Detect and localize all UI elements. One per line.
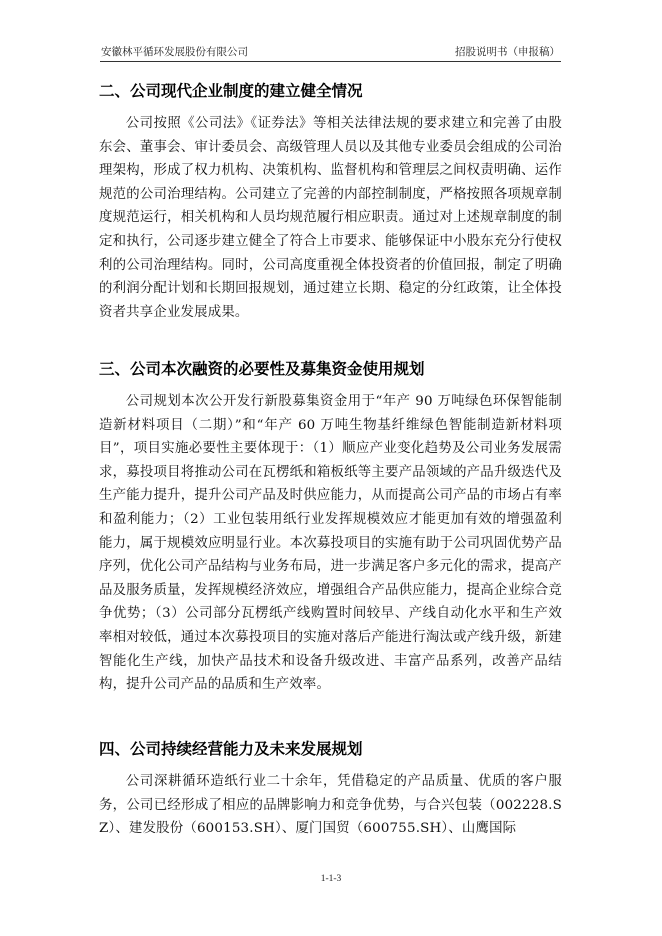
page-number: 1-1-3	[320, 874, 342, 884]
section-heading: 四、公司持续经营能力及未来发展规划	[99, 740, 363, 758]
section-heading: 三、公司本次融资的必要性及募集资金使用规划	[99, 360, 425, 378]
section-paragraph: 公司深耕循环造纸行业二十余年，凭借稳定的产品质量、优质的客户服务，公司已经形成了相应的品牌影响力和竞争优势，与合兴包装（002228.SZ）、建发股份（600153.SH）、厦门国贸（600755.SH）、山鹰国际	[99, 774, 562, 837]
section-financing-necessity	[99, 358, 562, 697]
header-divider	[100, 61, 561, 62]
header-document-type: 招股说明书（申报稿）	[455, 46, 560, 58]
section-corporate-governance	[99, 80, 562, 324]
header-company-name: 安徽林平循环发展股份有限公司	[101, 46, 248, 58]
section-paragraph: 公司按照《公司法》《证券法》等相关法律法规的要求建立和完善了由股东会、董事会、审计委员会、高级管理人员以及其他专业委员会组成的公司治理架构，形成了权力机构、决策机构、监督机构和管理层之间权责明确、运作规范的公司治理结构。公司建立了完善的内部控制制度，严格按照各项规章制度规范运行，相关机构和人员均规范履行相应职责。通过对上述规章制度的制定和执行，公司逐步建立健全了符合上市要求、能够保证中小股东充分行使权利的公司治理结构。同时，公司高度重视全体投资者的价值回报，制定了明确的利润分配计划和长期回报规划，通过建立长期、稳定的分红政策，让全体投资者共享企业发展成果。	[99, 116, 562, 320]
section-paragraph: 公司规划本次公开发行新股募集资金用于“年产 90 万吨绿色环保智能制造新材料项目（二期）”和“年产 60 万吨生物基纤维绿色智能制造新材料项目”，项目实施必要性主要体现于：（1）顺应产业变化趋势及公司业务发展需求，募投项目将推动公司在瓦楞纸和箱板纸等主要产品领域的产品升级迭代及生产能力提升，提升公司产品及时供应能力，从而提高公司产品的市场占有率和盈利能力；（2）工业包装用纸行业发挥规模效应才能更加有效的增强盈利能力，属于规模效应明显行业。本次募投项目的实施有助于公司巩固优势产品序列，优化公司产品结构与业务布局，进一步满足客户多元化的需求，提高产品及服务质量，发挥规模经济效应，增强组合产品供应能力，提高企业综合竞争优势；（3）公司部分瓦楞纸产线购置时间较早、产线自动化水平和生产效率相对较低，通过本次募投项目的实施对落后产能进行淘汰或产线升级，新建智能化生产线，加快产品技术和设备升级改进、丰富产品系列，改善产品结构，提升公司产品的品质和生产效率。	[99, 394, 562, 693]
section-heading: 二、公司现代企业制度的建立健全情况	[99, 82, 363, 100]
section-sustainability-plan	[99, 738, 562, 841]
page-header	[101, 44, 560, 59]
